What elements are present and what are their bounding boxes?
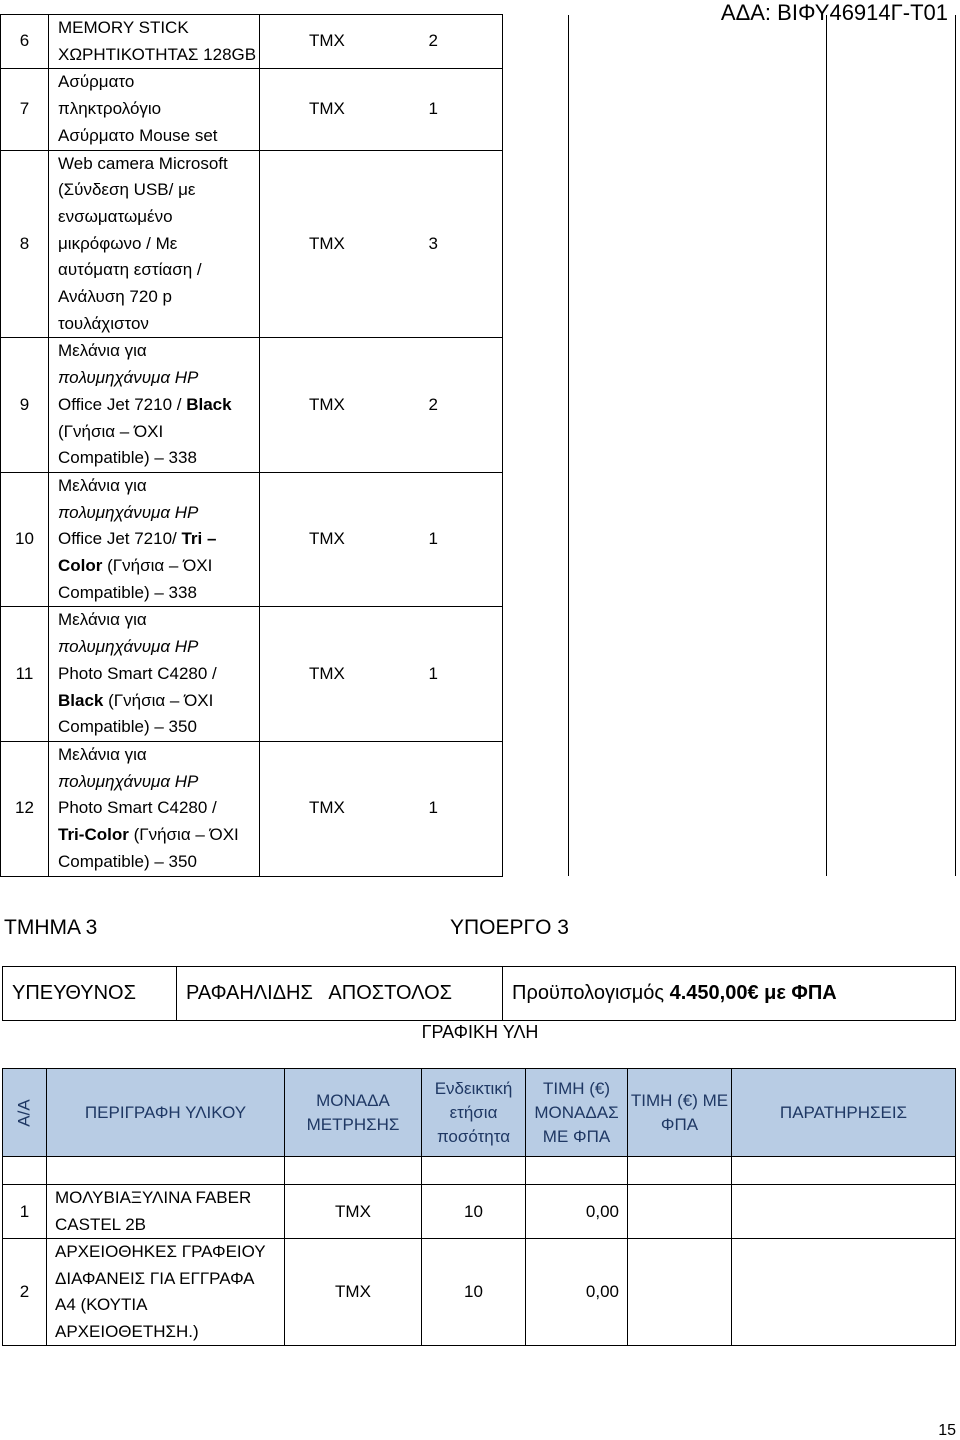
col-description: ΠΕΡΙΓΡΑΦΗ ΥΛΙΚΟΥ — [47, 1069, 285, 1157]
quantity: 1 — [428, 99, 438, 119]
empty-cell — [569, 338, 827, 473]
budget-amount: 4.450,00€ με ΦΠΑ — [669, 982, 837, 1004]
quantity: 2 — [428, 394, 438, 414]
unit: ΤΜΧ — [309, 99, 345, 119]
col-unit-price: ΤΙΜΗ (€) ΜΟΝΑΔΑΣ ΜΕ ΦΠΑ — [526, 1069, 628, 1157]
empty-cell — [827, 338, 956, 473]
quantity: 10 — [422, 1185, 526, 1239]
responsible-name: ΡΑΦΑΗΛΙΔΗΣ ΑΠΟΣΤΟΛΟΣ — [177, 967, 503, 1021]
budget-label: Προϋπολογισμός — [512, 982, 670, 1004]
unit-and-quantity — [260, 15, 503, 69]
row-number: 2 — [3, 1239, 47, 1346]
item-description: Web camera Microsoft (Σύνδεση USB/ με ενσωματωμένο μικρόφωνο / Με αυτόματη εστίαση / Ανάλυση 720 p τουλάχιστον — [49, 150, 260, 338]
empty-cell — [827, 150, 956, 338]
unit-price: 0,00 — [526, 1185, 628, 1239]
table-row — [1, 15, 956, 69]
unit-and-quantity — [260, 607, 503, 742]
item-description: Ασύρματο πληκτρολόγιο Ασύρματο Mouse set — [49, 69, 260, 150]
col-total-price: ΤΙΜΗ (€) ΜΕ ΦΠΑ — [628, 1069, 732, 1157]
empty-cell — [827, 741, 956, 876]
unit-and-quantity — [260, 150, 503, 338]
row-number: 11 — [1, 607, 49, 742]
responsible-label: ΥΠΕΥΘΥΝΟΣ — [3, 967, 177, 1021]
empty-cell — [503, 150, 569, 338]
quantity: 1 — [428, 798, 438, 818]
table-row — [1, 741, 956, 876]
document-code: ΑΔΑ: ΒΙΦΥ46914Γ-Τ01 — [720, 0, 948, 25]
quantity: 10 — [422, 1239, 526, 1346]
unit-and-quantity — [260, 69, 503, 150]
quantity: 2 — [428, 31, 438, 51]
table-row — [3, 1185, 956, 1239]
items-table-top — [0, 14, 956, 877]
empty-cell — [827, 472, 956, 607]
item-description: ΜΟΛΥΒΙΑΞΥΛΙΝΑ FABER CASTEL 2B — [47, 1185, 285, 1239]
item-description: MEMORY STICK ΧΩΡΗΤΙΚΟΤΗΤΑΣ 128GB — [49, 15, 260, 69]
col-notes: ΠΑΡΑΤΗΡΗΣΕΙΣ — [732, 1069, 956, 1157]
unit-and-quantity — [260, 338, 503, 473]
quantity: 1 — [428, 529, 438, 549]
unit: ΤΜΧ — [309, 31, 345, 51]
table-row — [1, 150, 956, 338]
unit-and-quantity — [260, 741, 503, 876]
empty-cell — [503, 607, 569, 742]
item-description: ΑΡΧΕΙΟΘΗΚΕΣ ΓΡΑΦΕΙΟΥ ΔΙΑΦΑΝΕΙΣ ΓΙΑ ΕΓΓΡΑΦΑ Α4 (ΚΟΥΤΙΑ ΑΡΧΕΙΟΘΕΤΗΣΗ.) — [47, 1239, 285, 1346]
empty-cell — [569, 69, 827, 150]
empty-cell — [827, 69, 956, 150]
responsible-table — [2, 966, 956, 1021]
unit: ΤΜΧ — [285, 1239, 422, 1346]
unit: ΤΜΧ — [285, 1185, 422, 1239]
quantity: 3 — [428, 233, 438, 253]
empty-cell — [827, 607, 956, 742]
item-description: Μελάνια για πολυμηχάνυμα HP Office Jet 7210/ Tri – Color (Γνήσια – ΌΧΙ Compatible) – 338 — [49, 472, 260, 607]
page-number: 15 — [938, 1422, 956, 1439]
quantity: 1 — [428, 663, 438, 683]
col-unit: ΜΟΝΑΔΑ ΜΕΤΡΗΣΗΣ — [285, 1069, 422, 1157]
unit: ΤΜΧ — [309, 529, 345, 549]
unit-price: 0,00 — [526, 1239, 628, 1346]
unit: ΤΜΧ — [309, 233, 345, 253]
unit: ΤΜΧ — [309, 663, 345, 683]
table-row — [1, 69, 956, 150]
row-number: 10 — [1, 472, 49, 607]
table-row — [1, 338, 956, 473]
materials-table — [2, 1068, 956, 1346]
empty-cell — [569, 15, 827, 69]
notes — [732, 1185, 956, 1239]
item-description: Μελάνια για πολυμηχάνυμα HP Office Jet 7210 / Black (Γνήσια – ΌΧΙ Compatible) – 338 — [49, 338, 260, 473]
row-number: 12 — [1, 741, 49, 876]
table-row — [1, 607, 956, 742]
item-description: Μελάνια για πολυμηχάνυμα HP Photo Smart C4280 / Black (Γνήσια – ΌΧΙ Compatible) – 350 — [49, 607, 260, 742]
empty-cell — [503, 472, 569, 607]
category-title: ΓΡΑΦΙΚΗ ΥΛΗ — [421, 1022, 539, 1042]
empty-cell — [503, 15, 569, 69]
row-number: 7 — [1, 69, 49, 150]
col-quantity: Ενδεικτική ετήσια ποσότητα — [422, 1069, 526, 1157]
table-row — [3, 1239, 956, 1346]
unit: ΤΜΧ — [309, 798, 345, 818]
total-price — [628, 1185, 732, 1239]
empty-cell — [827, 15, 956, 69]
empty-cell — [569, 150, 827, 338]
notes — [732, 1239, 956, 1346]
empty-cell — [503, 69, 569, 150]
budget — [503, 967, 956, 1021]
section-title: ΤΜΗΜΑ 3 — [4, 916, 98, 939]
empty-cell — [503, 741, 569, 876]
unit-and-quantity — [260, 472, 503, 607]
unit: ΤΜΧ — [309, 394, 345, 414]
row-number: 6 — [1, 15, 49, 69]
total-price — [628, 1239, 732, 1346]
empty-cell — [503, 338, 569, 473]
row-number: 9 — [1, 338, 49, 473]
row-number: 8 — [1, 150, 49, 338]
empty-cell — [569, 741, 827, 876]
empty-cell — [569, 472, 827, 607]
col-aa: Α/Α — [3, 1069, 47, 1157]
table-row — [1, 472, 956, 607]
empty-cell — [569, 607, 827, 742]
subproject-title: ΥΠΟΕΡΓΟ 3 — [450, 916, 569, 939]
row-number: 1 — [3, 1185, 47, 1239]
item-description: Μελάνια για πολυμηχάνυμα HP Photo Smart C4280 / Tri-Color (Γνήσια – ΌΧΙ Compatible) – 350 — [49, 741, 260, 876]
